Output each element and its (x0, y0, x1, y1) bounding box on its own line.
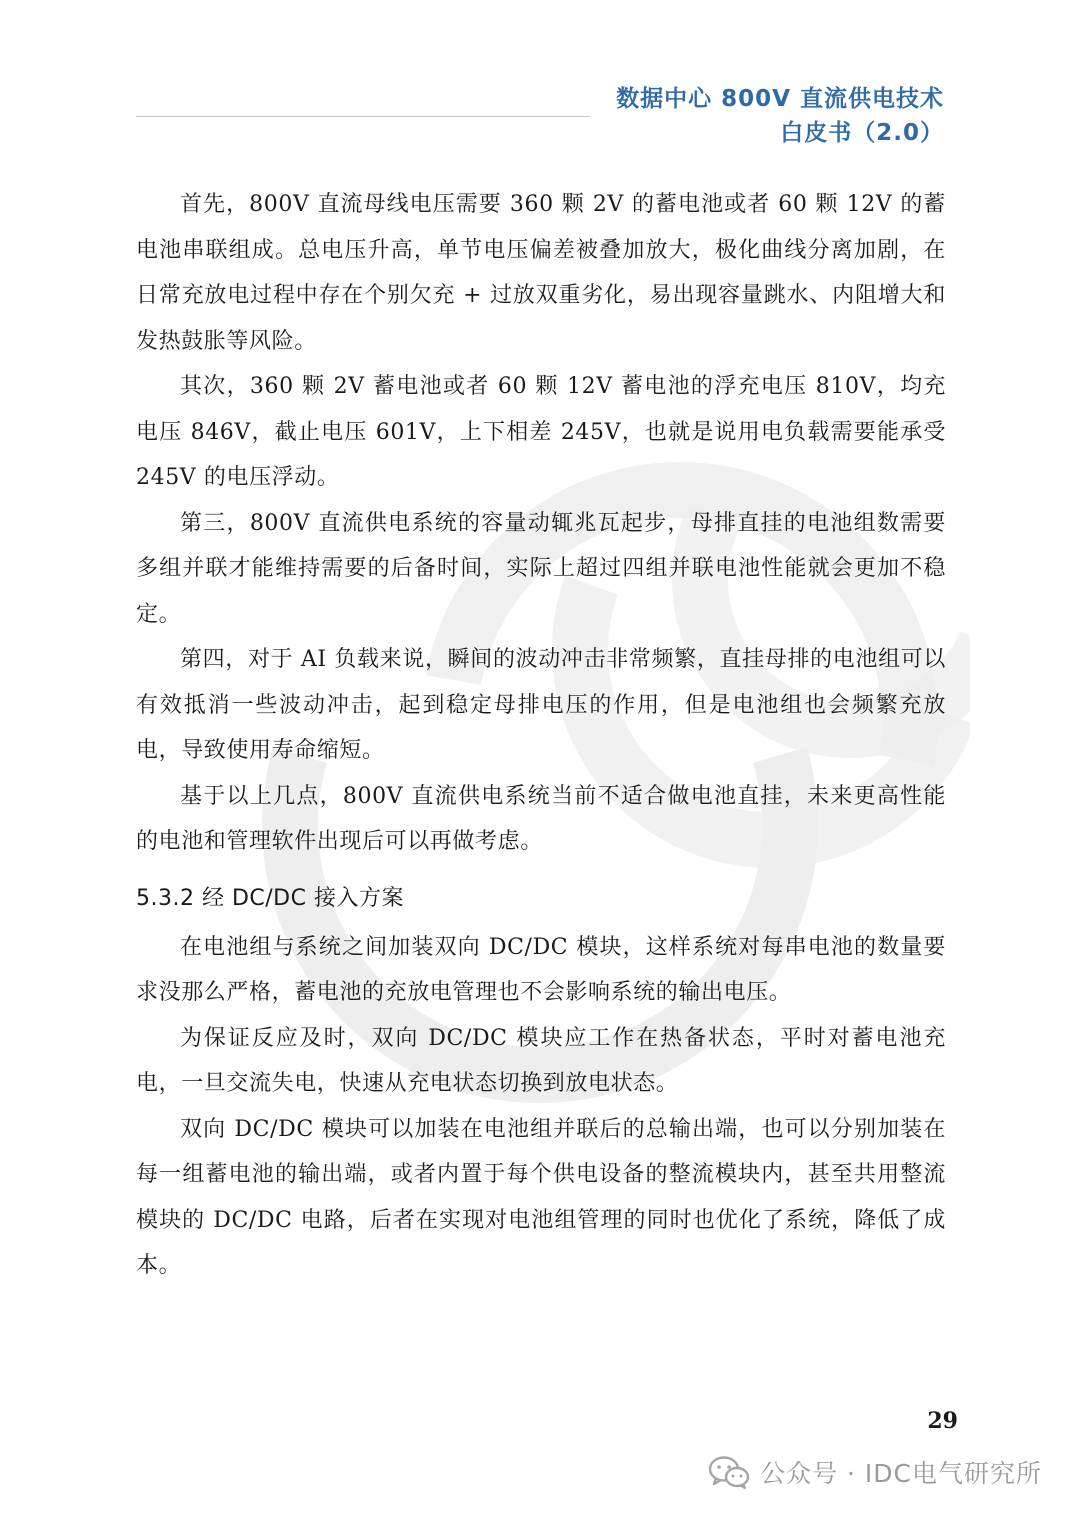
header-divider (136, 116, 590, 117)
footer-brand-text: 公众号 · IDC电气研究所 (760, 1459, 1042, 1488)
paragraph-second: 其次，360 颗 2V 蓄电池或者 60 颗 12V 蓄电池的浮充电压 810V，均充电压 846V，截止电压 601V，上下相差 245V，也就是说用电负载需要能承受 245V 的电压浮动。 (136, 374, 946, 490)
paragraph-dcdc-intro: 在电池组与系统之间加装双向 DC/DC 模块，这样系统对每串电池的数量要求没那么严格，蓄电池的充放电管理也不会影响系统的输出电压。 (136, 934, 946, 1005)
section-heading: 5.3.2 经 DC/DC 接入方案 (136, 885, 404, 911)
document-title-line1: 数据中心 800V 直流供电技术 (616, 86, 944, 112)
page-header (0, 0, 1080, 160)
document-title-line2: 白皮书（2.0） (780, 120, 944, 146)
paragraph-conclusion: 基于以上几点，800V 直流供电系统当前不适合做电池直挂，未来更高性能的电池和管理软件出现后可以再做考虑。 (136, 783, 946, 854)
paragraph-first: 首先，800V 直流母线电压需要 360 颗 2V 的蓄电池或者 60 颗 12V 的蓄电池串联组成。总电压升高，单节电压偏差被叠加放大，极化曲线分离加剧，在日常充放电过程中存在个别欠充 + 过放双重劣化，易出现容量跳水、内阻增大和发热鼓胀等风险。 (136, 192, 946, 354)
wechat-icon (708, 1454, 750, 1490)
page-number: 29 (927, 1408, 958, 1434)
paragraph-dcdc-placement: 双向 DC/DC 模块可以加装在电池组并联后的总输出端，也可以分别加装在每一组蓄电池的输出端，或者内置于每个供电设备的整流模块内，甚至共用整流模块的 DC/DC 电路，后者在实现对电池组管理的同时也优化了系统，降低了成本。 (136, 1116, 946, 1278)
footer-brand (708, 1444, 1042, 1500)
paragraph-dcdc-hot-standby: 为保证反应及时，双向 DC/DC 模块应工作在热备状态，平时对蓄电池充电，一旦交流失电，快速从充电状态切换到放电状态。 (136, 1025, 946, 1096)
document-title (616, 82, 944, 150)
paragraph-third: 第三，800V 直流供电系统的容量动辄兆瓦起步，母排直挂的电池组数需要多组并联才能维持需要的后备时间，实际上超过四组并联电池性能就会更加不稳定。 (136, 510, 946, 627)
paragraph-fourth: 第四，对于 AI 负载来说，瞬间的波动冲击非常频繁，直挂母排的电池组可以有效抵消一些波动冲击，起到稳定母排电压的作用，但是电池组也会频繁充放电，导致使用寿命缩短。 (136, 647, 946, 763)
body-content (136, 182, 946, 1289)
